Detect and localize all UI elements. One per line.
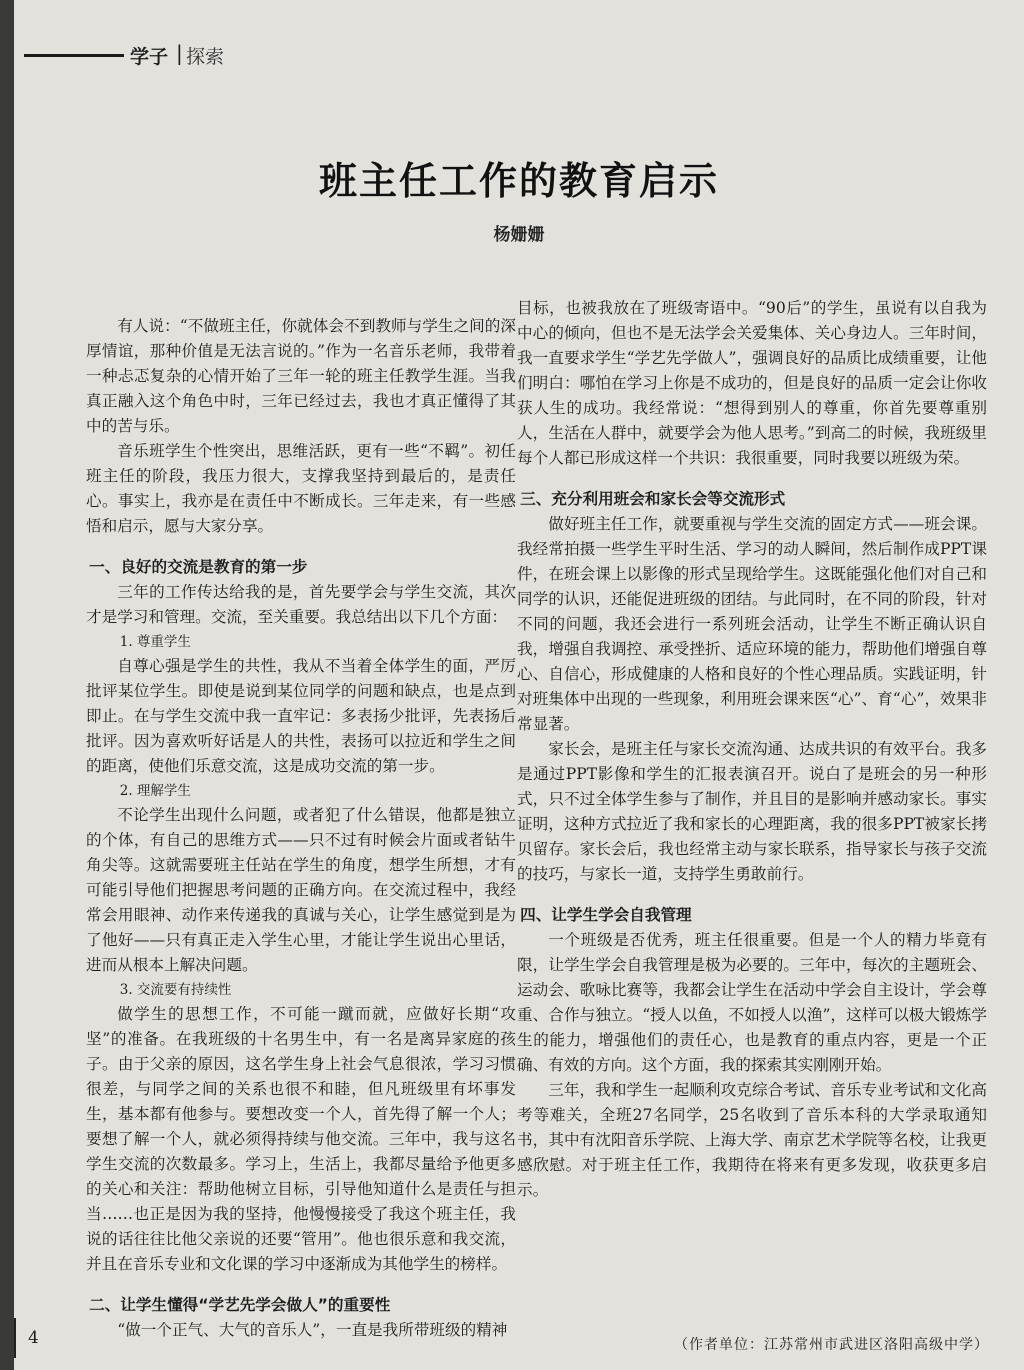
section-header — [24, 42, 244, 72]
page-number: 4 — [28, 1328, 39, 1348]
paragraph: 目标，也被我放在了班级寄语中。“90后”的学生，虽说有以自我为中心的倾向，但也不是无法学会关爱集体、关心身边人。三年时间，我一直要求学生“学艺先学做人”，强调良好的品质比成绩重要，让他们明白：哪怕在学习上你是不成功的，但是良好的品质一定会让你收获人生的成功。我经常说：“想得到别人的尊重，你首先要尊重别人，生活在人群中，就要学会为他人思考。”到高二的时候，我班级里每个人都已形成这样一个共识：我很重要，同时我要以班级为荣。 — [517, 299, 987, 467]
paragraph: 自尊心强是学生的共性，我从不当着全体学生的面，严厉批评某位学生。即使是说到某位同学的问题和缺点，也是点到即止。在与学生交流中我一直牢记：多表扬少批评，先表扬后批评。因为喜欢听好话是人的共性，表扬可以拉近和学生之间的距离，使他们乐意交流，这是成功交流的第一步。 — [86, 657, 516, 775]
section-heading-1: 一、良好的交流是教育的第一步 — [89, 558, 308, 576]
subsection-label: 探索 — [186, 46, 225, 68]
magazine-page — [14, 0, 1024, 1370]
header-rule — [24, 54, 124, 57]
subheading: 3. 交流要有持续性 — [119, 982, 232, 998]
left-column — [86, 314, 516, 1343]
paragraph: 三年的工作传达给我的是，首先要学会与学生交流，其次才是学习和管理。交流，至关重要。我总结出以下几个方面： — [86, 583, 516, 626]
paragraph: 不论学生出现什么问题，或者犯了什么错误，他都是独立的个体，有自己的思维方式——只不过有时候会片面或者钻牛角尖等。这就需要班主任站在学生的角度，想学生所想，才有可能引导他们把握思考问题的正确方向。在交流过程中，我经常会用眼神、动作来传递我的真诚与关心，让学生感觉到是为了他好——只有真正走入学生心里，才能让学生说出心里话，进而从根本上解决问题。 — [86, 806, 516, 974]
paragraph: 一个班级是否优秀，班主任很重要。但是一个人的精力毕竟有限，让学生学会自我管理是极为必要的。三年中，每次的主题班会、运动会、歌咏比赛等，我都会让学生在活动中学会自主设计，学会尊重、合作与独立。“授人以鱼，不如授人以渔”，这样可以极大锻炼学生的能力，增强他们的责任心，也是教育的重点内容，更是一个正确、有效的方向。这个方面，我的探索其实刚刚开始。 — [517, 931, 987, 1074]
section-separator: | — [176, 41, 183, 65]
paragraph: 音乐班学生个性突出，思维活跃，更有一些“不羁”。初任班主任的阶段，我压力很大，支撑我坚持到最后的，是责任心。事实上，我亦是在责任中不断成长。三年走来，有一些感悟和启示，愿与大家分享。 — [86, 442, 516, 535]
paragraph: 做学生的思想工作，不可能一蹴而就，应做好长期“攻坚”的准备。在我班级的十名男生中，有一名是离异家庭的孩子。由于父亲的原因，这名学生身上社会气息很浓，学习习惯很差，与同学之间的关系也很不和睦，但凡班级里有坏事发生，基本都有他参与。要想改变一个人，首先得了解一个人；要想了解一个人，就必须得持续与他交流。三年中，我与这名学生交流的次数最多。学习上，生活上，我都尽量给予他更多的关心和关注：帮助他树立目标，引导他知道什么是责任与担当……也正是因为我的坚持，他慢慢接受了我这个班主任，我说的话往往比他父亲说的还要“管用”。他也很乐意和我交流，并且在音乐专业和文化课的学习中逐渐成为其他学生的榜样。 — [86, 1005, 516, 1273]
article-author: 杨姗姗 — [493, 225, 545, 245]
author-affiliation: （作者单位：江苏常州市武进区洛阳高级中学） — [674, 1337, 989, 1353]
section-label: 学子 — [130, 46, 169, 68]
paragraph: 有人说：“不做班主任，你就体会不到教师与学生之间的深厚情谊，那种价值是无法言说的。”作为一名音乐老师，我带着一种忐忑复杂的心情开始了三年一轮的班主任教学生涯。当我真正融入这个角色中时，三年已经过去，我也才真正懂得了其中的苦与乐。 — [86, 317, 516, 435]
right-column — [517, 296, 987, 1203]
paragraph: 三年，我和学生一起顺利攻克综合考试、音乐专业考试和文化高考等难关，全班27名同学，25名收到了音乐本科的大学录取通知书，其中有沈阳音乐学院、上海大学、南京艺术学院等名校，让我更感欣慰。对于班主任工作，我期待在将来有更多发现，收获更多启示。 — [517, 1081, 987, 1199]
subheading: 1. 尊重学生 — [119, 634, 191, 650]
paragraph: 家长会，是班主任与家长交流沟通、达成共识的有效平台。我多是通过PPT影像和学生的汇报表演召开。说白了是班会的另一种形式，只不过全体学生参与了制作，并且目的是影响并感动家长。事实证明，这种方式拉近了我和家长的心理距离，我的很多PPT被家长拷贝留存。家长会后，我也经常主动与家长联系，指导家长与孩子交流的技巧，与家长一道，支持学生勇敢前行。 — [517, 740, 987, 883]
section-heading-4: 四、让学生学会自我管理 — [520, 906, 692, 924]
paragraph: “做一个正气、大气的音乐人”，一直是我所带班级的精神 — [117, 1321, 508, 1339]
article-title: 班主任工作的教育启示 — [318, 159, 719, 203]
subheading: 2. 理解学生 — [119, 783, 191, 799]
page-number-rule — [14, 1318, 16, 1358]
section-heading-3: 三、充分利用班会和家长会等交流形式 — [520, 490, 786, 508]
paragraph: 做好班主任工作，就要重视与学生交流的固定方式——班会课。我经常拍摄一些学生平时生活、学习的动人瞬间，然后制作成PPT课件，在班会课上以影像的形式呈现给学生。这既能强化他们对自己和同学的认识，还能促进班级的团结。与此同时，在不同的阶段，针对不同的问题，我还会进行一系列班会活动，让学生不断正确认识自我，增强自我调控、承受挫折、适应环境的能力，帮助他们增强自尊心、自信心，形成健康的人格和良好的个性心理品质。实践证明，针对班集体中出现的一些现象，利用班会课来医“心”、育“心”，效果非常显著。 — [517, 515, 987, 733]
section-heading-2: 二、让学生懂得“学艺先学会做人”的重要性 — [89, 1296, 391, 1314]
